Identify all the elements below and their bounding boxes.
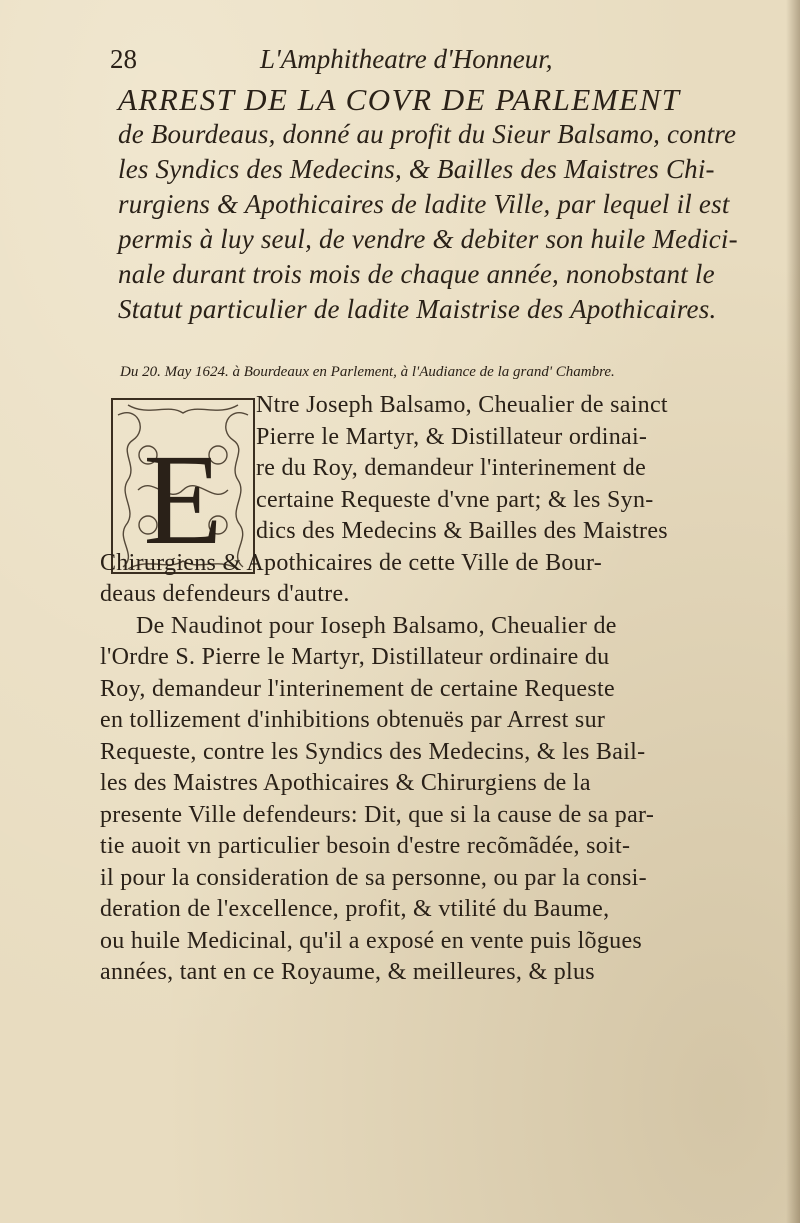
- running-title: L'Amphitheatre d'Honneur,: [260, 44, 553, 74]
- initial-letter: E: [143, 428, 223, 572]
- heading-line: de Bourdeaus, donné au profit du Sieur Balsamo, contre: [118, 119, 737, 149]
- page-number: 28: [110, 44, 137, 74]
- body-text: [100, 390, 770, 989]
- body-line: ou huile Medicinal, qu'il a exposé en vente puis lõgues: [100, 927, 643, 954]
- heading-line: nale durant trois mois de chaque année, nonobstant le: [118, 259, 715, 289]
- body-line: tie auoit vn particulier besoin d'estre recõmãdée, soit-: [100, 833, 631, 859]
- body-line: il pour la consideration de sa personne, ou par la consi-: [100, 864, 647, 891]
- body-line: Ntre Joseph Balsamo, Cheualier de sainct: [256, 392, 668, 418]
- body-line: Requeste, contre les Syndics des Medecins, & les Bail-: [100, 738, 646, 765]
- heading-line: ARREST DE LA COVR DE PARLEMENT: [118, 82, 681, 117]
- body-line: De Naudinot pour Ioseph Balsamo, Cheualier de: [136, 612, 617, 639]
- body-line: Roy, demandeur l'interinement de certaine Requeste: [100, 675, 615, 702]
- body-line: années, tant en ce Royaume, & meilleures, & plus: [100, 959, 595, 985]
- page-header: [110, 44, 760, 84]
- heading-line: permis à luy seul, de vendre & debiter son huile Medici-: [118, 224, 738, 254]
- heading-line: les Syndics des Medecins, & Bailles des Maistres Chi-: [118, 154, 715, 184]
- body-line: certaine Requeste d'vne part; & les Syn-: [256, 486, 654, 513]
- body-line: Pierre le Martyr, & Distillateur ordinai-: [256, 423, 648, 450]
- body-line: re du Roy, demandeur l'interinement de: [256, 455, 647, 481]
- body-line: deration de l'excellence, profit, & vtilité du Baume,: [100, 896, 610, 922]
- body-line: dics des Medecins & Bailles des Maistres: [256, 518, 668, 544]
- body-line: l'Ordre S. Pierre le Martyr, Distillateur ordinaire du: [100, 644, 610, 670]
- body-line: en tollizement d'inhibitions obtenuës par Arrest sur: [100, 707, 606, 733]
- body-line: Chirurgiens & Apothicaires de cette Ville de Bour-: [100, 549, 603, 576]
- page-edge-shadow: [786, 0, 800, 1223]
- heading-line: Statut particulier de ladite Maistrise des Apothicaires.: [118, 294, 717, 324]
- body-line: deaus defendeurs d'autre.: [100, 581, 350, 607]
- heading-line: rurgiens & Apothicaires de ladite Ville, par lequel il est: [118, 189, 730, 219]
- body-line: presente Ville defendeurs: Dit, que si la cause de sa par-: [100, 801, 655, 828]
- dateline: Du 20. May 1624. à Bourdeaux en Parlement, à l'Audiance de la grand' Chambre.: [120, 364, 615, 380]
- body-line: les des Maistres Apothicaires & Chirurgiens de la: [100, 770, 591, 796]
- decree-heading: [118, 82, 783, 327]
